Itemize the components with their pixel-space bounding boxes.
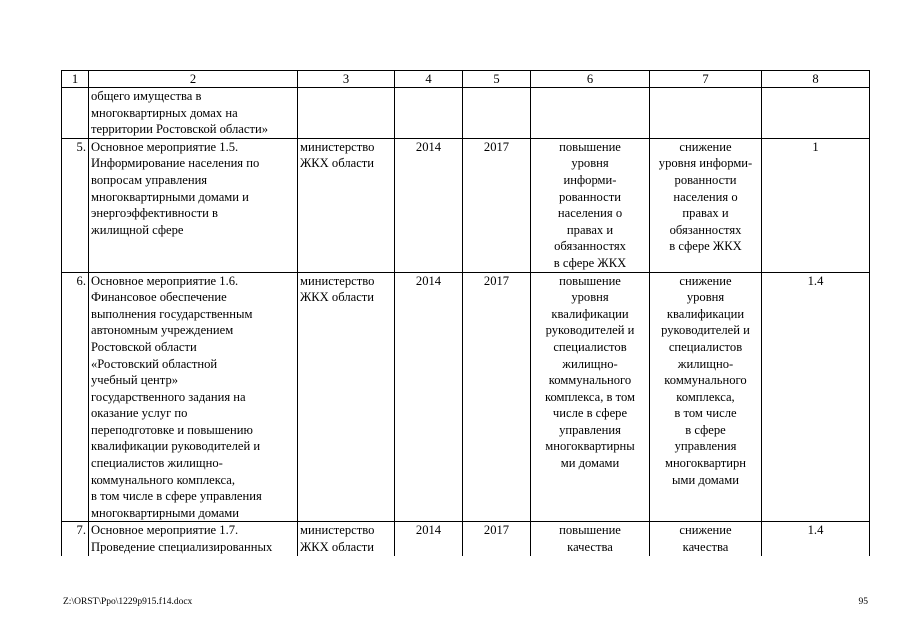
start-year: [395, 88, 463, 139]
expected-result: повышение качества: [531, 522, 650, 556]
header-cell: 5: [463, 71, 531, 88]
header-cell: 4: [395, 71, 463, 88]
header-cell: 7: [650, 71, 762, 88]
executor: министерство ЖКХ области: [298, 272, 395, 522]
measure-name: Основное мероприятие 1.6. Финансовое обеспечение выполнения государственным автономным учреждением Ростовской области «Ростовский областной учебный центр» государственного задания на оказание услуг по переподготовке и повышению квалификации руководителей и специалистов жилищно- коммунального комплекса, в том числе в сфере управления многоквартирными домами: [89, 272, 298, 522]
executor: министерство ЖКХ области: [298, 138, 395, 272]
row-number: 7.: [62, 522, 89, 556]
measure-name: общего имущества в многоквартирных домах на территории Ростовской области»: [89, 88, 298, 139]
executor: министерство ЖКХ области: [298, 522, 395, 556]
indicator-link: 1.4: [762, 272, 870, 522]
row-number: [62, 88, 89, 139]
start-year: 2014: [395, 522, 463, 556]
expected-result: повышение уровня квалификации руководителей и специалистов жилищно- коммунального комплекса, в том числе в сфере управления многоквартирны ми домами: [531, 272, 650, 522]
table-row: [62, 88, 870, 139]
table-row: [62, 272, 870, 522]
start-year: 2014: [395, 138, 463, 272]
expected-result: повышение уровня информи- рованности населения о правах и обязанностях в сфере ЖКХ: [531, 138, 650, 272]
non-implementation-consequence: снижение уровня информи- рованности населения о правах и обязанностях в сфере ЖКХ: [650, 138, 762, 272]
end-year: [463, 88, 531, 139]
page-number: 95: [858, 597, 868, 607]
non-implementation-consequence: снижение качества: [650, 522, 762, 556]
table-header-row: [62, 71, 870, 88]
non-implementation-consequence: снижение уровня квалификации руководителей и специалистов жилищно- коммунального комплекса, в том числе в сфере управления многоквартирн ыми домами: [650, 272, 762, 522]
measure-name: Основное мероприятие 1.7. Проведение специализированных: [89, 522, 298, 556]
table-row: [62, 522, 870, 556]
non-implementation-consequence: [650, 88, 762, 139]
expected-result: [531, 88, 650, 139]
footer-file-path: Z:\ORST\Ppo\1229p915.f14.docx: [63, 597, 193, 607]
start-year: 2014: [395, 272, 463, 522]
header-cell: 1: [62, 71, 89, 88]
measures-table: [61, 70, 870, 556]
table-row: [62, 138, 870, 272]
indicator-link: 1.4: [762, 522, 870, 556]
header-cell: 8: [762, 71, 870, 88]
end-year: 2017: [463, 272, 531, 522]
measure-name: Основное мероприятие 1.5. Информирование населения по вопросам управления многоквартирными домами и энергоэффективности в жилищной сфере: [89, 138, 298, 272]
end-year: 2017: [463, 138, 531, 272]
end-year: 2017: [463, 522, 531, 556]
row-number: 6.: [62, 272, 89, 522]
indicator-link: 1: [762, 138, 870, 272]
executor: [298, 88, 395, 139]
row-number: 5.: [62, 138, 89, 272]
header-cell: 2: [89, 71, 298, 88]
indicator-link: [762, 88, 870, 139]
header-cell: 3: [298, 71, 395, 88]
header-cell: 6: [531, 71, 650, 88]
